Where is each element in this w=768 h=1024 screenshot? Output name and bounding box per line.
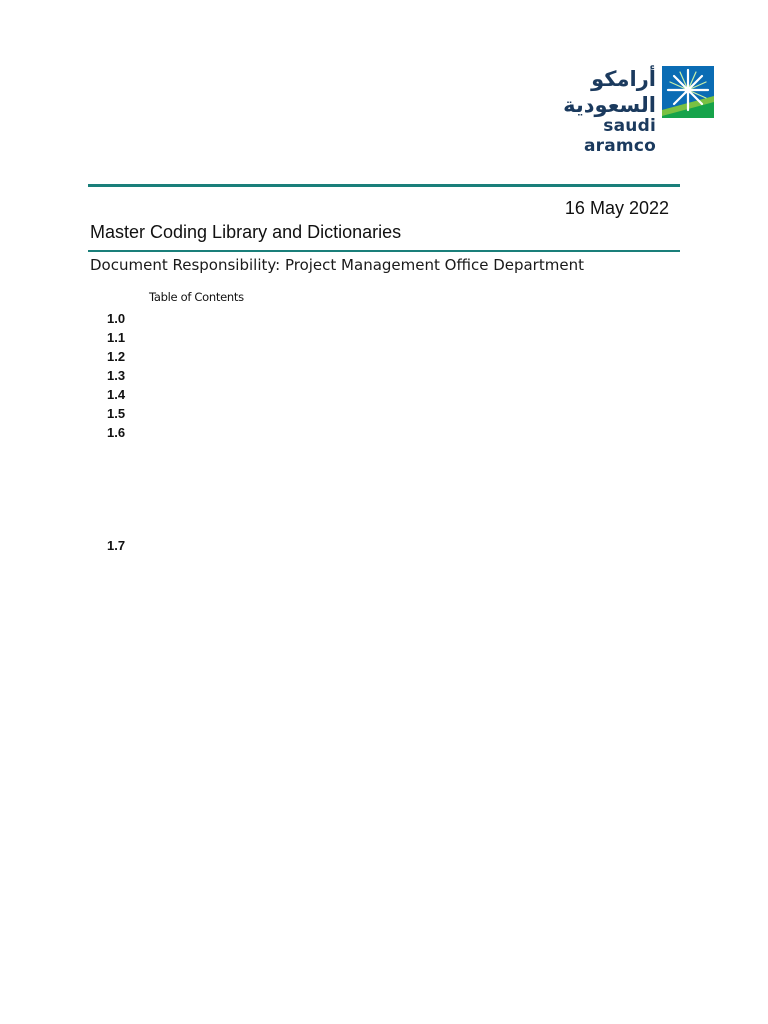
- toc-item-1-2[interactable]: 1.2: [107, 349, 126, 364]
- toc-item-1-1[interactable]: 1.1: [107, 330, 126, 345]
- document-title: Master Coding Library and Dictionaries: [90, 222, 402, 242]
- header-top-rule: [88, 184, 680, 187]
- toc-item-1-4[interactable]: 1.4: [107, 387, 126, 402]
- toc-heading: Table of Contents: [149, 290, 244, 304]
- logo-arabic-text: أرامكو السعودية: [563, 67, 656, 117]
- toc-item-1-3[interactable]: 1.3: [107, 368, 126, 383]
- document-date: 16 May 2022: [564, 198, 669, 218]
- aramco-star-icon: [662, 66, 714, 118]
- header-bottom-rule: [88, 250, 680, 252]
- logo-english-text: saudi aramco: [584, 116, 656, 156]
- toc-item-1-6[interactable]: 1.6: [107, 425, 126, 440]
- toc-item-1-0[interactable]: 1.0: [107, 311, 126, 326]
- saudi-aramco-logo: [534, 66, 714, 156]
- toc-item-1-7[interactable]: 1.7: [107, 538, 126, 553]
- document-responsibility: Document Responsibility: Project Management Office Department: [90, 256, 584, 274]
- toc-item-1-5[interactable]: 1.5: [107, 406, 126, 421]
- logo-wordmark: [534, 66, 656, 156]
